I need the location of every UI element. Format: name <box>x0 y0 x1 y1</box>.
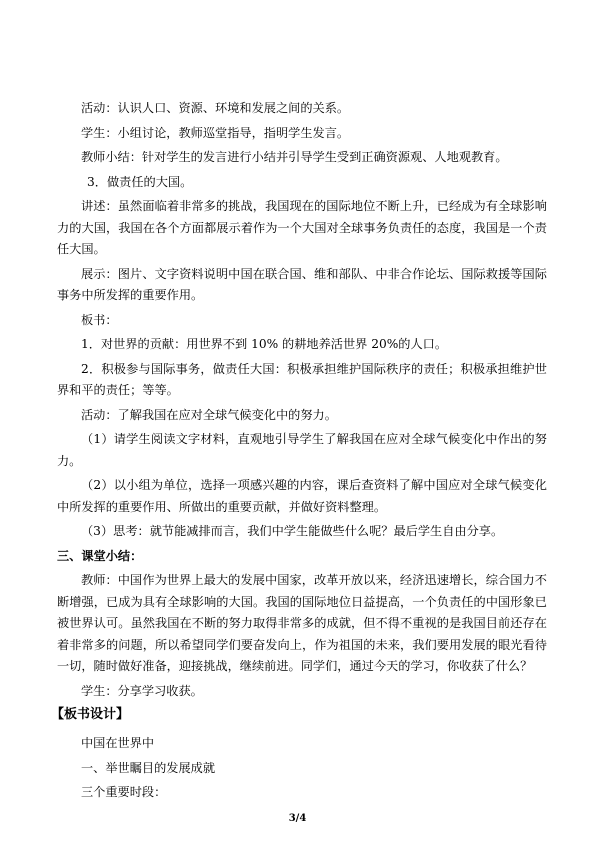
paragraph-board-item-2: 2．积极参与国际事务，做责任大国：积极承担维护国际秩序的责任；积极承担维护世界和平的责任；等等。 <box>57 361 547 397</box>
paragraph-section-3: 3．做责任的大国。 <box>87 174 193 189</box>
paragraph-student-2: 学生：分享学习收获。 <box>81 683 203 698</box>
board-title: 中国在世界中 <box>81 736 155 750</box>
paragraph-teacher-summary-2: 教师：中国作为世界上最大的发展中国家，改革开放以来，经济迅速增长，综合国力不断增强，已成为具有全球影响的大国。我国的国际地位日益提高，一个负责任的中国形象已被世界认可。虽然我国在不断的努力取得非常多的成就，但不得不重视的是我国目前还存在着非常多的问题，所以希望同学们要奋发向上，作为祖国的未来，我们要用发展的眼光看待一切，随时做好准备，迎接挑战，继续前进。同学们，通过今天的学习，你收获了什么？ <box>57 573 547 673</box>
paragraph-step-1: （1）请学生阅读文字材料，直观地引导学生了解我国在应对全球气候变化中作出的努力。 <box>57 432 547 468</box>
paragraph-teacher-summary-1: 教师小结：针对学生的发言进行小结并引导学生受到正确资源观、人地观教育。 <box>81 150 508 164</box>
board-subsection: 三个重要时段： <box>81 785 167 799</box>
paragraph-board-item-1: 1．对世界的贡献：用世界不到 10% 的耕地养活世界 20%的人口。 <box>81 337 448 351</box>
section-heading-summary: 三、课堂小结： <box>57 548 143 563</box>
paragraph-display: 展示：图片、文字资料说明中国在联合国、维和部队、中非合作论坛、国际救援等国际事务中所发挥的重要作用。 <box>57 266 547 302</box>
section-heading-board-design: 【板书设计】 <box>51 707 130 722</box>
paragraph-activity-2: 活动：了解我国在应对全球气候变化中的努力。 <box>81 407 337 422</box>
paragraph-step-2: （2）以小组为单位，选择一项感兴趣的内容，课后查资料了解中国应对全球气候变化中所发挥的重要作用、所做出的重要贡献，并做好资料整理。 <box>57 478 547 514</box>
board-section-1: 一、举世瞩目的发展成就 <box>81 760 216 775</box>
document-body <box>51 98 547 807</box>
paragraph-activity-1: 活动：认识人口、资源、环境和发展之间的关系。 <box>81 101 350 115</box>
paragraph-student-1: 学生：小组讨论，教师巡堂指导，指明学生发言。 <box>81 125 350 140</box>
paragraph-lecture: 讲述：虽然面临着非常多的挑战，我国现在的国际地位不断上升，已经成为有全球影响力的大国，我国在各个方面都展示着作为一个大国对全球事务负责任的态度，我国是一个责任大国。 <box>57 199 547 256</box>
paragraph-board-label: 板书： <box>81 312 118 327</box>
paragraph-step-3: （3）思考：就节能减排而言，我们中学生能做些什么呢？最后学生自由分享。 <box>81 524 504 538</box>
page-number: 3/4 <box>288 813 307 824</box>
